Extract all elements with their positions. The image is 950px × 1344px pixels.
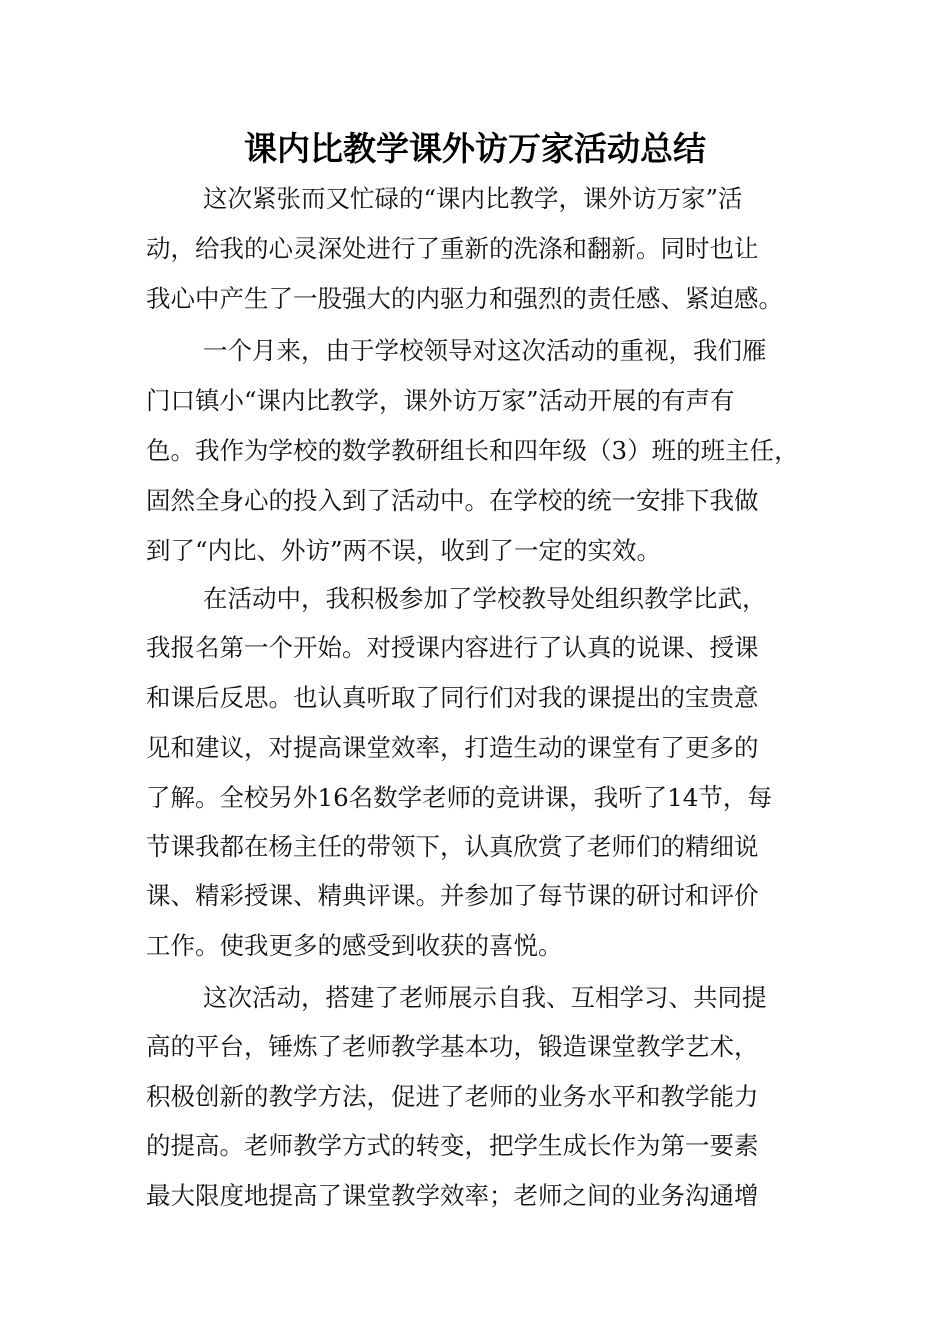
text-line: 课、精彩授课、精典评课。并参加了每节课的研讨和评价 — [146, 881, 759, 910]
text-line: 工作。使我更多的感受到收获的喜悦。 — [146, 931, 563, 960]
text-line: 见和建议，对提高课堂效率，打造生动的课堂有了更多的 — [146, 733, 759, 762]
text-line: 了解。全校另外16名数学老师的竞讲课，我听了14节，每 — [146, 783, 772, 812]
text-line: 固然全身心的投入到了活动中。在学校的统一安排下我做 — [146, 486, 759, 515]
text-line: 最大限度地提高了课堂教学效率；老师之间的业务沟通增 — [146, 1181, 759, 1210]
text-line: 和课后反思。也认真听取了同行们对我的课提出的宝贵意 — [146, 683, 759, 712]
text-line: 这次活动，搭建了老师展示自我、互相学习、共同提 — [203, 983, 767, 1012]
text-line: 在活动中，我积极参加了学校教导处组织教学比武， — [203, 584, 767, 613]
text-line: 一个月来，由于学校领导对这次活动的重视，我们雁 — [203, 336, 767, 365]
text-line: 这次紧张而又忙碌的“课内比教学，课外访万家”活 — [203, 184, 743, 213]
document-title: 课内比教学课外访万家活动总结 — [244, 129, 706, 168]
text-line: 我心中产生了一股强大的内驱力和强烈的责任感、紧迫感。 — [146, 284, 783, 313]
text-line: 的提高。老师教学方式的转变，把学生成长作为第一要素 — [146, 1131, 759, 1160]
text-line: 门口镇小“课内比教学，课外访万家”活动开展的有声有 — [146, 386, 735, 415]
text-line: 节课我都在杨主任的带领下，认真欣赏了老师们的精细说 — [146, 832, 759, 861]
text-line: 动，给我的心灵深处进行了重新的洗涤和翻新。同时也让 — [146, 234, 759, 263]
text-line: 到了“内比、外访”两不误，收到了一定的实效。 — [146, 536, 662, 565]
text-line: 积极创新的教学方法，促进了老师的业务水平和教学能力 — [146, 1082, 759, 1111]
text-line: 高的平台，锤炼了老师教学基本功，锻造课堂教学艺术， — [146, 1032, 759, 1061]
text-line: 色。我作为学校的数学教研组长和四年级（3）班的班主任， — [146, 436, 799, 465]
text-line: 我报名第一个开始。对授课内容进行了认真的说课、授课 — [146, 633, 759, 662]
